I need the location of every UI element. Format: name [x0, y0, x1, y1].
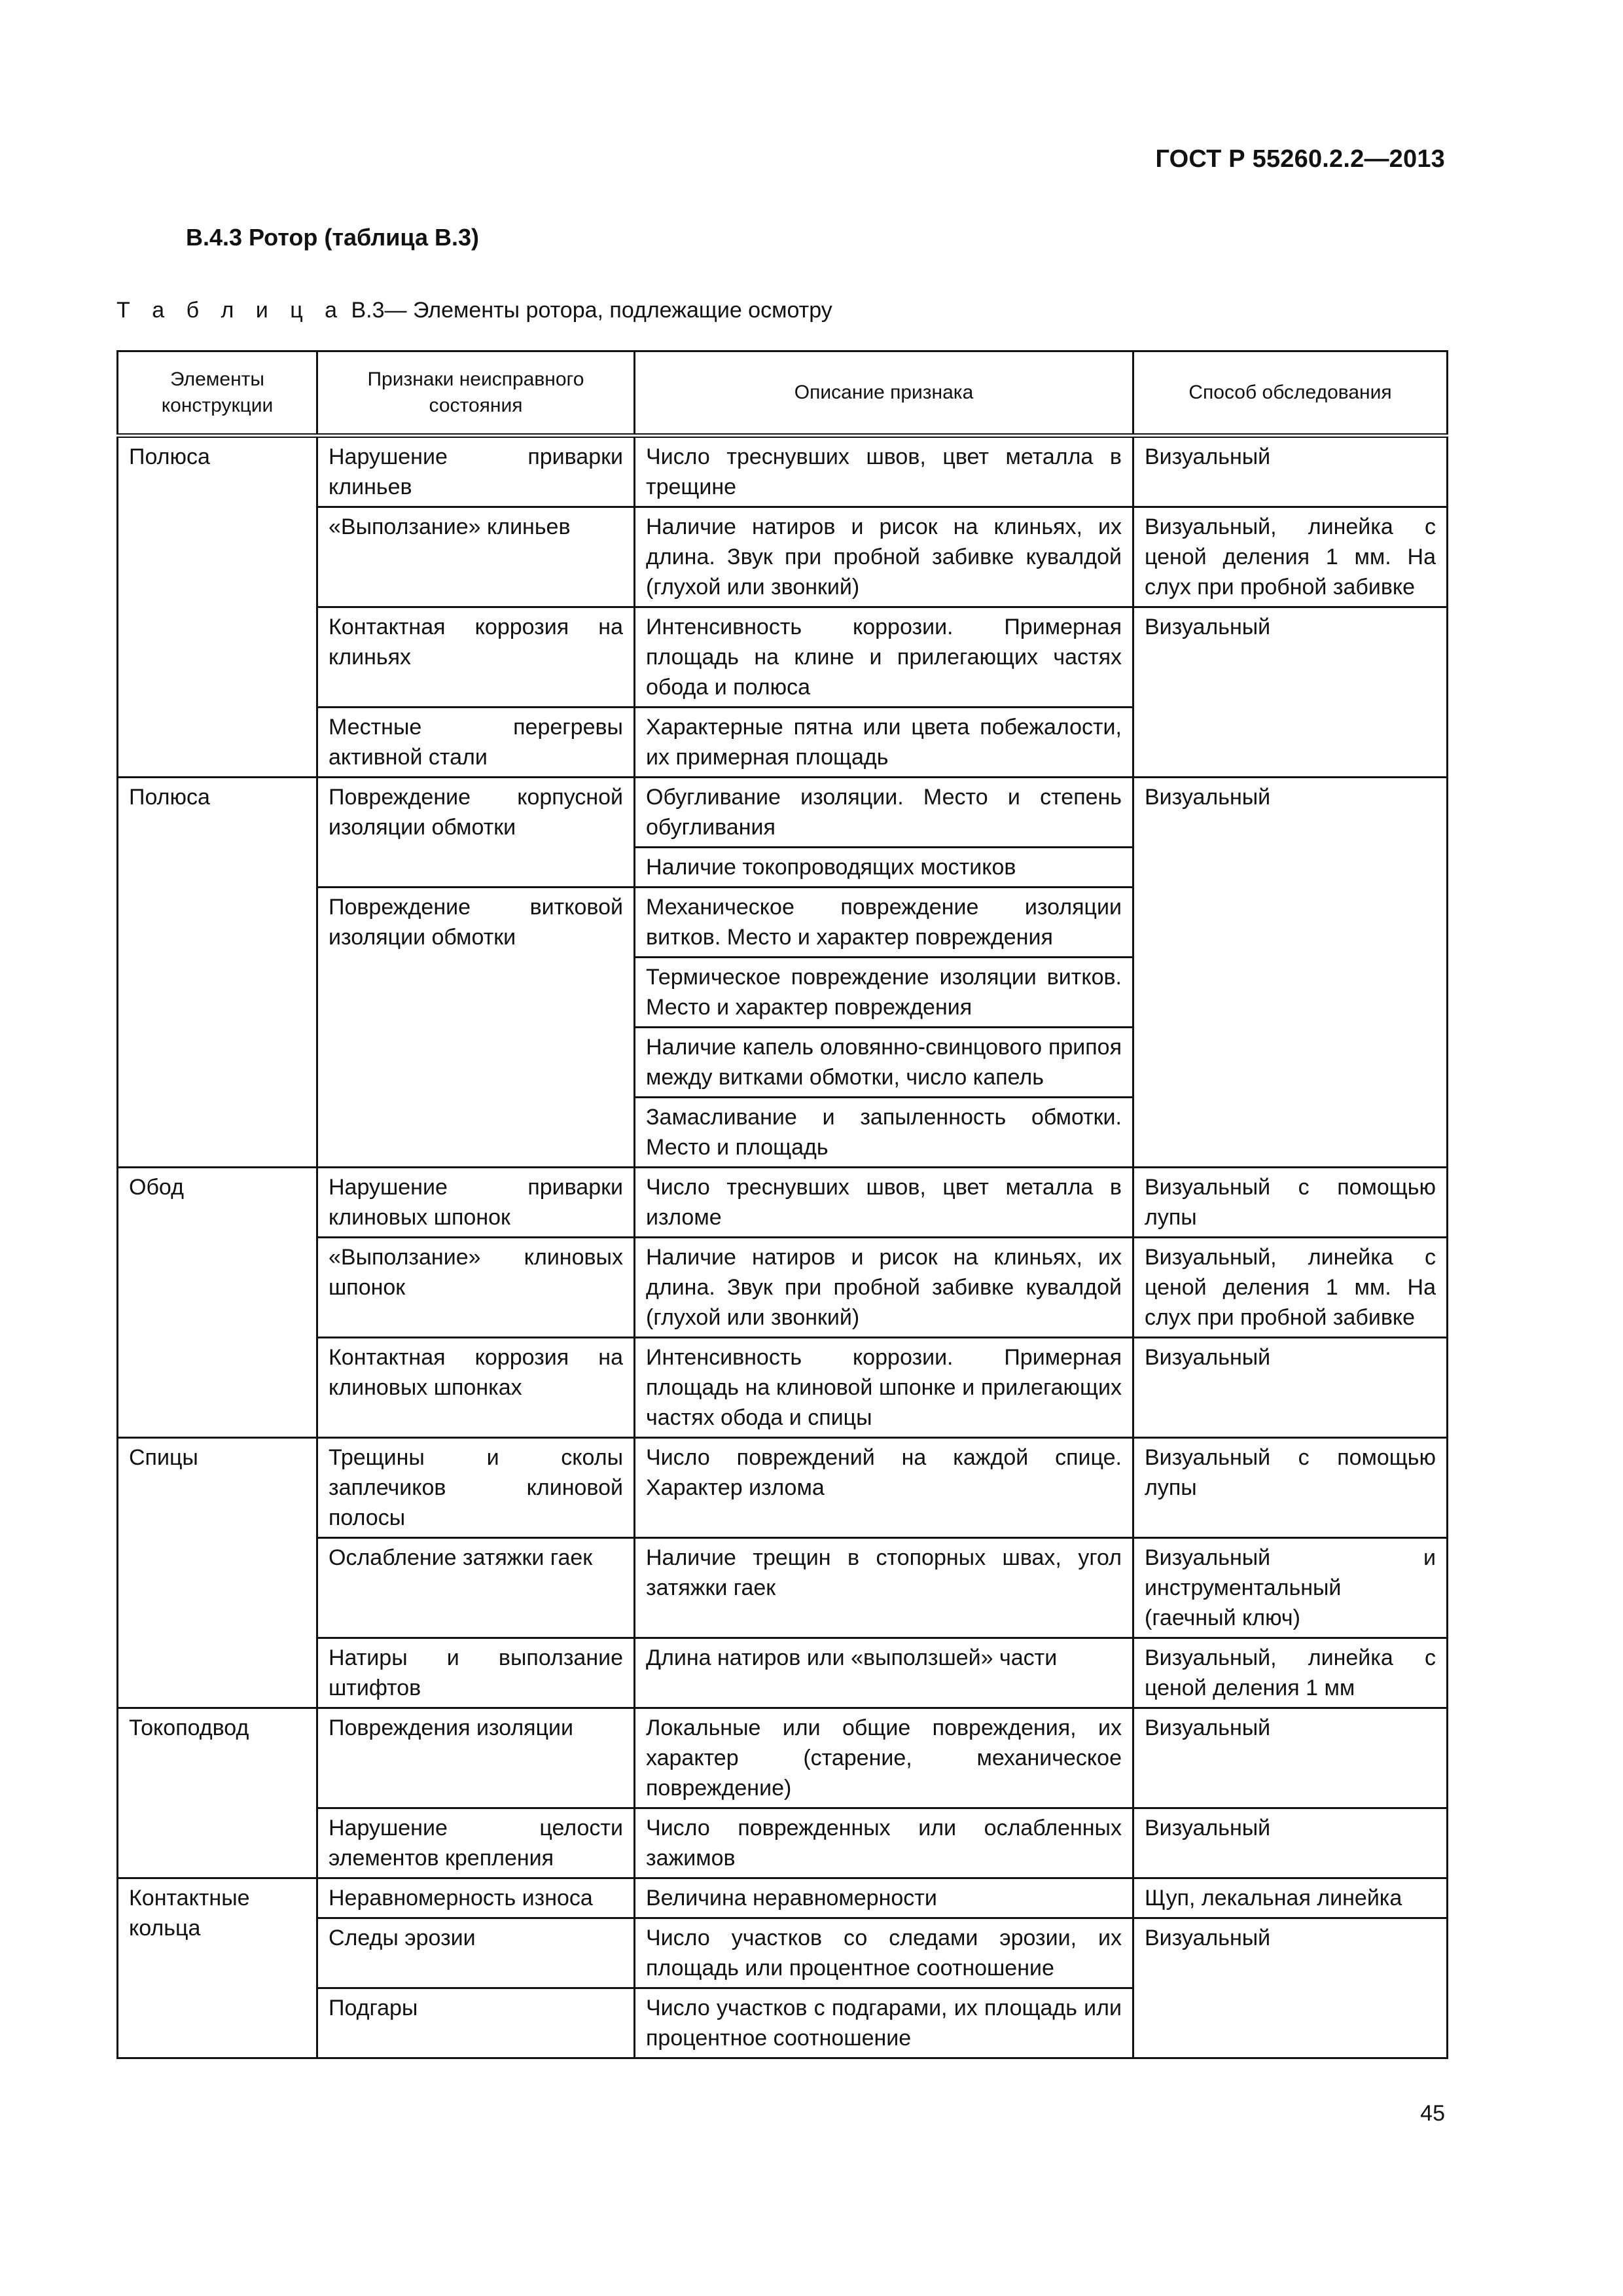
description-cell: Длина натиров или «выползшей» части: [635, 1638, 1133, 1708]
description-cell: Наличие натиров и рисок на клиньях, их длина. Звук при пробной забивке кувалдой (глухой или звонкий): [635, 1238, 1133, 1338]
method-cell: Визуальный, линейка с ценой деления 1 мм: [1133, 1638, 1448, 1708]
sign-cell: Повреждения изоляции: [317, 1708, 635, 1808]
element-cell: Обод: [118, 1168, 317, 1438]
table-row: [118, 1338, 1448, 1438]
sign-cell: Нарушение целости элементов крепления: [317, 1808, 635, 1878]
method-cell: Визуальный: [1133, 436, 1448, 507]
description-cell: Характерные пятна или цвета побежалости, их примерная площадь: [635, 708, 1133, 778]
table-row: [118, 1438, 1448, 1538]
description-cell: Обугливание изоляции. Место и степень обугливания: [635, 778, 1133, 848]
table-row: [118, 436, 1448, 507]
sign-cell: Местные перегревы активной стали: [317, 708, 635, 778]
description-cell: Число треснувших швов, цвет металла в трещине: [635, 436, 1133, 507]
method-cell: Визуальный: [1133, 1708, 1448, 1808]
sign-cell: Повреждение витковой изоляции обмотки: [317, 888, 635, 1168]
description-cell: Число поврежденных или ослабленных зажимов: [635, 1808, 1133, 1878]
description-cell: Локальные или общие повреждения, их характер (старение, механическое повреждение): [635, 1708, 1133, 1808]
sign-cell: Ослабление затяжки гаек: [317, 1538, 635, 1638]
page-number: 45: [1420, 2101, 1445, 2126]
element-cell: Токоподвод: [118, 1708, 317, 1878]
inspection-table: [116, 350, 1448, 2059]
description-cell: Наличие токопроводящих мостиков: [635, 848, 1133, 888]
sign-cell: Нарушение приварки клиновых шпонок: [317, 1168, 635, 1238]
method-cell: Визуальный: [1133, 1338, 1448, 1438]
description-cell: Интенсивность коррозии. Примерная площадь на клиновой шпонке и прилегающих частях обода и спицы: [635, 1338, 1133, 1438]
description-cell: Наличие трещин в стопорных швах, угол затяжки гаек: [635, 1538, 1133, 1638]
header-elements: Элементы конструкции: [118, 351, 317, 436]
method-cell: Щуп, лекальная линейка: [1133, 1878, 1448, 1918]
table-caption: [116, 298, 832, 323]
method-cell: Визуальный, линейка с ценой деления 1 мм. На слух при пробной забивке: [1133, 507, 1448, 607]
table-row: [118, 507, 1448, 607]
table-row: [118, 1918, 1448, 1988]
table-row: [118, 607, 1448, 708]
method-cell: Визуальный с помощью лупы: [1133, 1438, 1448, 1538]
description-cell: Замасливание и запыленность обмотки. Место и площадь: [635, 1098, 1133, 1168]
sign-cell: Контактная коррозия на клиновых шпонках: [317, 1338, 635, 1438]
sign-cell: Подгары: [317, 1988, 635, 2058]
description-cell: Наличие капель оловянно-свинцового припоя между витками обмотки, число капель: [635, 1028, 1133, 1098]
table-row: [118, 1878, 1448, 1918]
description-cell: Число треснувших швов, цвет металла в изломе: [635, 1168, 1133, 1238]
description-cell: Число участков с подгарами, их площадь или процентное соотношение: [635, 1988, 1133, 2058]
table-row: [118, 1808, 1448, 1878]
method-cell: Визуальный: [1133, 1808, 1448, 1878]
header-method: Способ обследования: [1133, 351, 1448, 436]
document-code: ГОСТ Р 55260.2.2—2013: [1155, 145, 1445, 173]
method-cell: Визуальный с помощью лупы: [1133, 1168, 1448, 1238]
sign-cell: «Выползание» клиновых шпонок: [317, 1238, 635, 1338]
element-cell: Полюса: [118, 436, 317, 778]
method-cell: Визуальный: [1133, 1918, 1448, 2058]
table-header-row: [118, 351, 1448, 436]
table-row: [118, 1638, 1448, 1708]
element-cell: Спицы: [118, 1438, 317, 1708]
element-cell: Контактные кольца: [118, 1878, 317, 2058]
method-cell: Визуальный: [1133, 778, 1448, 1168]
section-heading: В.4.3 Ротор (таблица В.3): [186, 224, 479, 251]
sign-cell: Трещины и сколы заплечиков клиновой полосы: [317, 1438, 635, 1538]
table-row: [118, 1238, 1448, 1338]
method-cell: Визуальный и инструментальный (гаечный ключ): [1133, 1538, 1448, 1638]
description-cell: Наличие натиров и рисок на клиньях, их длина. Звук при пробной забивке кувалдой (глухой или звонкий): [635, 507, 1133, 607]
sign-cell: Следы эрозии: [317, 1918, 635, 1988]
element-cell: Полюса: [118, 778, 317, 1168]
description-cell: Число участков со следами эрозии, их площадь или процентное соотношение: [635, 1918, 1133, 1988]
description-cell: Число повреждений на каждой спице. Характер излома: [635, 1438, 1133, 1538]
method-cell: Визуальный, линейка с ценой деления 1 мм. На слух при пробной забивке: [1133, 1238, 1448, 1338]
table-row: [118, 1538, 1448, 1638]
sign-cell: Нарушение приварки клиньев: [317, 436, 635, 507]
sign-cell: Натиры и выползание штифтов: [317, 1638, 635, 1708]
description-cell: Величина неравномерности: [635, 1878, 1133, 1918]
description-cell: Интенсивность коррозии. Примерная площадь на клине и прилегающих частях обода и полюса: [635, 607, 1133, 708]
table-row: [118, 778, 1448, 848]
table-row: [118, 1708, 1448, 1808]
description-cell: Термическое повреждение изоляции витков. Место и характер повреждения: [635, 958, 1133, 1028]
sign-cell: Повреждение корпусной изоляции обмотки: [317, 778, 635, 888]
method-cell: Визуальный: [1133, 607, 1448, 778]
sign-cell: Неравномерность износа: [317, 1878, 635, 1918]
header-signs: Признаки неисправного состояния: [317, 351, 635, 436]
table-caption-text: В.3— Элементы ротора, подлежащие осмотру: [345, 298, 832, 323]
table-row: [118, 1168, 1448, 1238]
sign-cell: «Выползание» клиньев: [317, 507, 635, 607]
sign-cell: Контактная коррозия на клиньях: [317, 607, 635, 708]
description-cell: Механическое повреждение изоляции витков. Место и характер повреждения: [635, 888, 1133, 958]
table-caption-prefix: Т а б л и ц а: [116, 298, 346, 323]
header-description: Описание признака: [635, 351, 1133, 436]
